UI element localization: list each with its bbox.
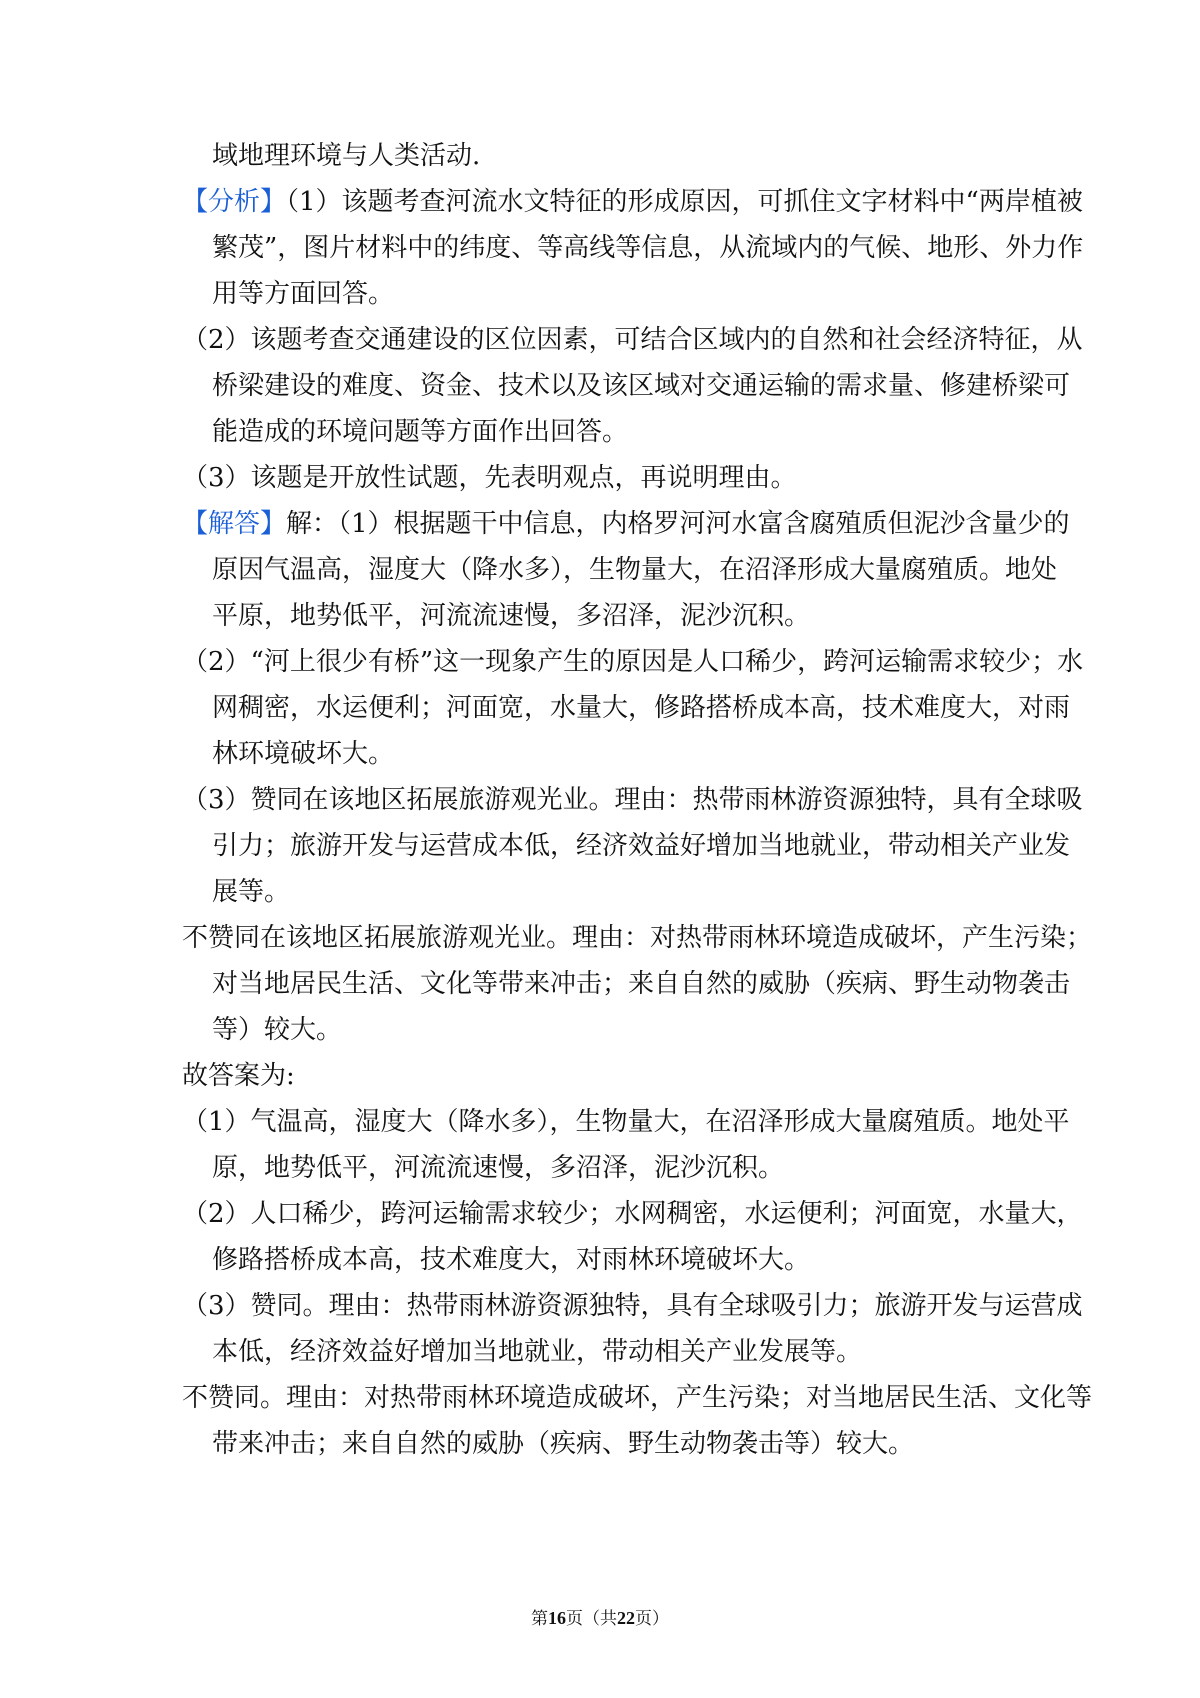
solution-p4-line3: 等）较大。	[212, 1015, 343, 1045]
analysis-p2-line2: 桥梁建设的难度、资金、技术以及该区域对交通运输的需求量、修建桥梁可	[212, 371, 1071, 401]
solution-p1-line3: 平原，地势低平，河流流速慢，多沼泽，泥沙沉积。	[212, 601, 811, 631]
answer-p2-line1: （2）人口稀少，跨河运输需求较少；水网稠密，水运便利；河面宽，水量大，	[182, 1199, 1083, 1229]
analysis-p2-line1: （2）该题考查交通建设的区位因素，可结合区域内的自然和社会经济特征，从	[182, 325, 1083, 355]
analysis-label: 【分析】	[182, 187, 287, 217]
analysis-p2-line3: 能造成的环境问题等方面作出回答。	[212, 417, 629, 447]
answer-p1-line1: （1）气温高，湿度大（降水多），生物量大，在沼泽形成大量腐殖质。地处平	[182, 1107, 1070, 1137]
total-page-number: 22	[617, 1608, 635, 1628]
solution-p4-line2: 对当地居民生活、文化等带来冲击；来自自然的威胁（疾病、野生动物袭击	[212, 969, 1071, 999]
solution-p2-line2: 网稠密，水运便利；河面宽，水量大，修路搭桥成本高，技术难度大，对雨	[212, 693, 1071, 723]
answer-p2-line2: 修路搭桥成本高，技术难度大，对雨林环境破坏大。	[212, 1245, 811, 1275]
solution-p2-line1: （2）“河上很少有桥”这一现象产生的原因是人口稀少，跨河运输需求较少；水	[182, 647, 1084, 677]
header-line: 域地理环境与人类活动.	[212, 141, 481, 171]
solution-p3-line1: （3）赞同在该地区拓展旅游观光业。理由：热带雨林游资源独特，具有全球吸	[182, 785, 1083, 815]
analysis-p1-text: （1）该题考查河流水文特征的形成原因，可抓住文字材料中“两岸植被	[286, 187, 1083, 217]
current-page-number: 16	[548, 1608, 566, 1628]
solution-p4-line1: 不赞同在该地区拓展旅游观光业。理由：对热带雨林环境造成破坏，产生污染；	[182, 923, 1093, 953]
answer-p4-line1: 不赞同。理由：对热带雨林环境造成破坏，产生污染；对当地居民生活、文化等	[182, 1383, 1093, 1413]
footer-prefix: 第	[531, 1609, 548, 1629]
page-footer	[0, 1606, 1200, 1631]
footer-middle: 页（共	[566, 1609, 617, 1629]
solution-p1-text: 解：（1）根据题干中信息，内格罗河河水富含腐殖质但泥沙含量少的	[286, 509, 1070, 539]
solution-p3-line3: 展等。	[212, 877, 291, 907]
analysis-p3-line1: （3）该题是开放性试题，先表明观点，再说明理由。	[182, 463, 797, 493]
solution-label: 【解答】	[182, 509, 287, 539]
footer-suffix: 页）	[635, 1609, 669, 1629]
analysis-p1-line3: 用等方面回答。	[212, 279, 395, 309]
answer-p3-line1: （3）赞同。理由：热带雨林游资源独特，具有全球吸引力；旅游开发与运营成	[182, 1291, 1083, 1321]
answer-p3-line2: 本低，经济效益好增加当地就业，带动相关产业发展等。	[212, 1337, 863, 1367]
analysis-p1-line1	[182, 184, 1083, 220]
solution-p1-line1	[182, 506, 1070, 542]
solution-p2-line3: 林环境破坏大。	[212, 739, 395, 769]
solution-p3-line2: 引力；旅游开发与运营成本低，经济效益好增加当地就业，带动相关产业发	[212, 831, 1071, 861]
answer-intro: 故答案为:	[182, 1061, 295, 1091]
answer-p1-line2: 原，地势低平，河流流速慢，多沼泽，泥沙沉积。	[212, 1153, 785, 1183]
solution-p1-line2: 原因气温高，湿度大（降水多），生物量大，在沼泽形成大量腐殖质。地处	[212, 555, 1058, 585]
answer-p4-line2: 带来冲击；来自自然的威胁（疾病、野生动物袭击等）较大。	[212, 1429, 915, 1459]
analysis-p1-line2: 繁茂”，图片材料中的纬度、等高线等信息，从流域内的气候、地形、外力作	[212, 233, 1084, 263]
